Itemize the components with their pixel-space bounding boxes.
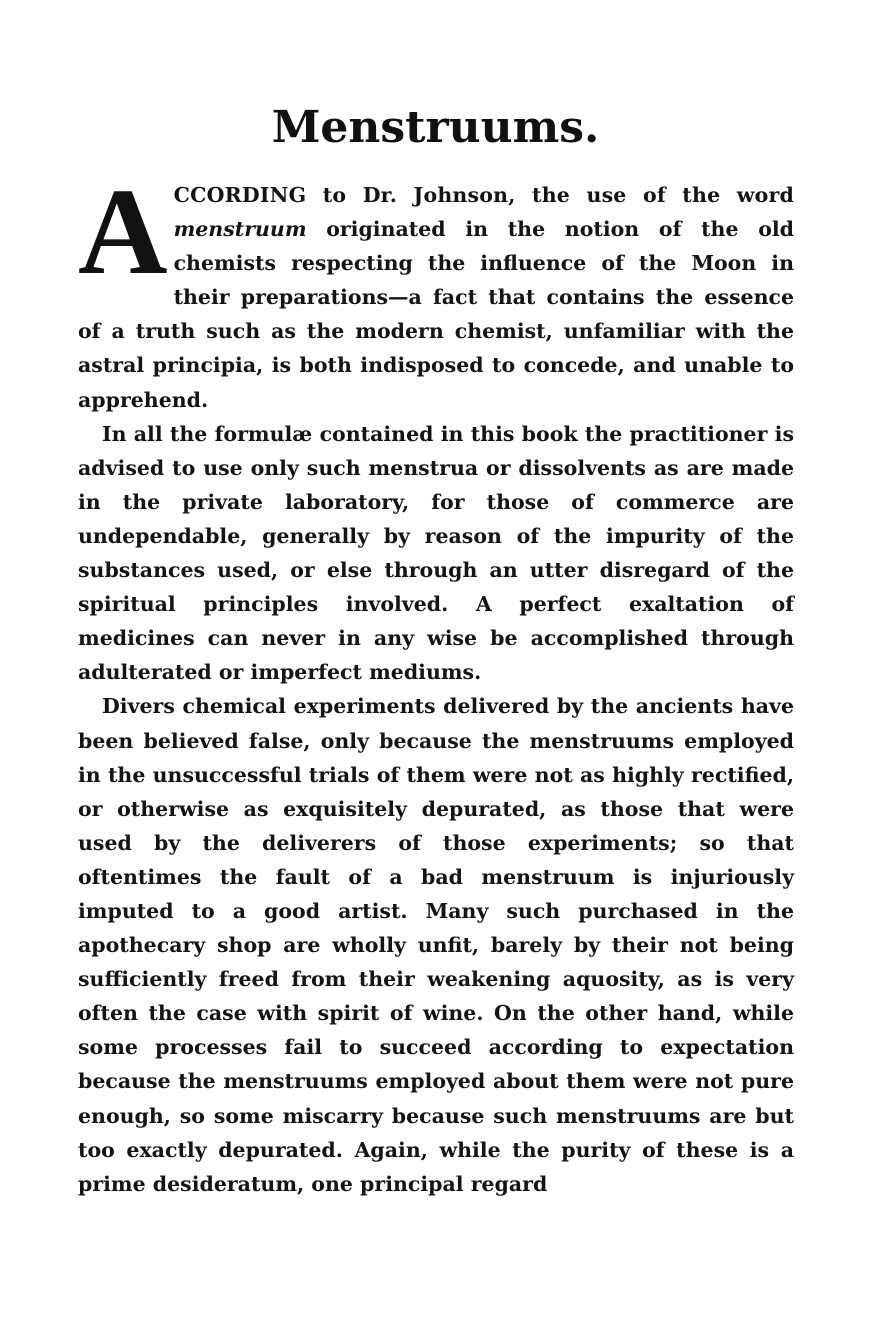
paragraph-3: Divers chemical experiments delivered by the ancients have been believed false, only because the menstruums employed in the unsuccessful trials of them were not as highly rectified, or otherwise as exquisitely depurated, as those that were used by the deliverers of those experiments; so that oftentimes the fault of a bad menstruum is injuriously imputed to a good artist. Many such purchased in the apothecary shop are wholly unfit, barely by their not being sufficiently freed from their weakening aquosity, as is very often the case with spirit of wine. On the other hand, while some processes fail to succeed according to expectation because the menstruums employed about them were not pure enough, so some miscarry because such menstruums are but too exactly depurated. Again, while the purity of these is a prime desideratum, one principal regard [78, 694, 794, 1196]
paragraph-1 [78, 163, 794, 417]
paragraph-2: In all the formulæ contained in this book the practitioner is advised to use only such menstrua or dissolvents as are made in the private laboratory, for those of commerce are undependable, generally by reason of the impurity of the substances used, or else through an utter disregard of the spiritual principles involved. A perfect exaltation of medicines can never in any wise be accomplished through adulterated or imperfect mediums. [78, 421, 794, 685]
body-text [78, 163, 794, 1201]
italic-term: menstruum [173, 217, 307, 242]
paragraph-1-opening: CCORDING to Dr. Johnson, the use of the word [173, 183, 794, 207]
drop-cap: A [78, 163, 168, 300]
page-title: Menstruums. [271, 102, 600, 153]
paragraph-1-rest: originated in the notion of the old chemists respecting the influence of the Moon in their preparations—a fact that contains the essence of a truth such as the modern chemist, unfamiliar with the astral principia, is both indisposed to concede, and unable to apprehend. [78, 217, 794, 412]
